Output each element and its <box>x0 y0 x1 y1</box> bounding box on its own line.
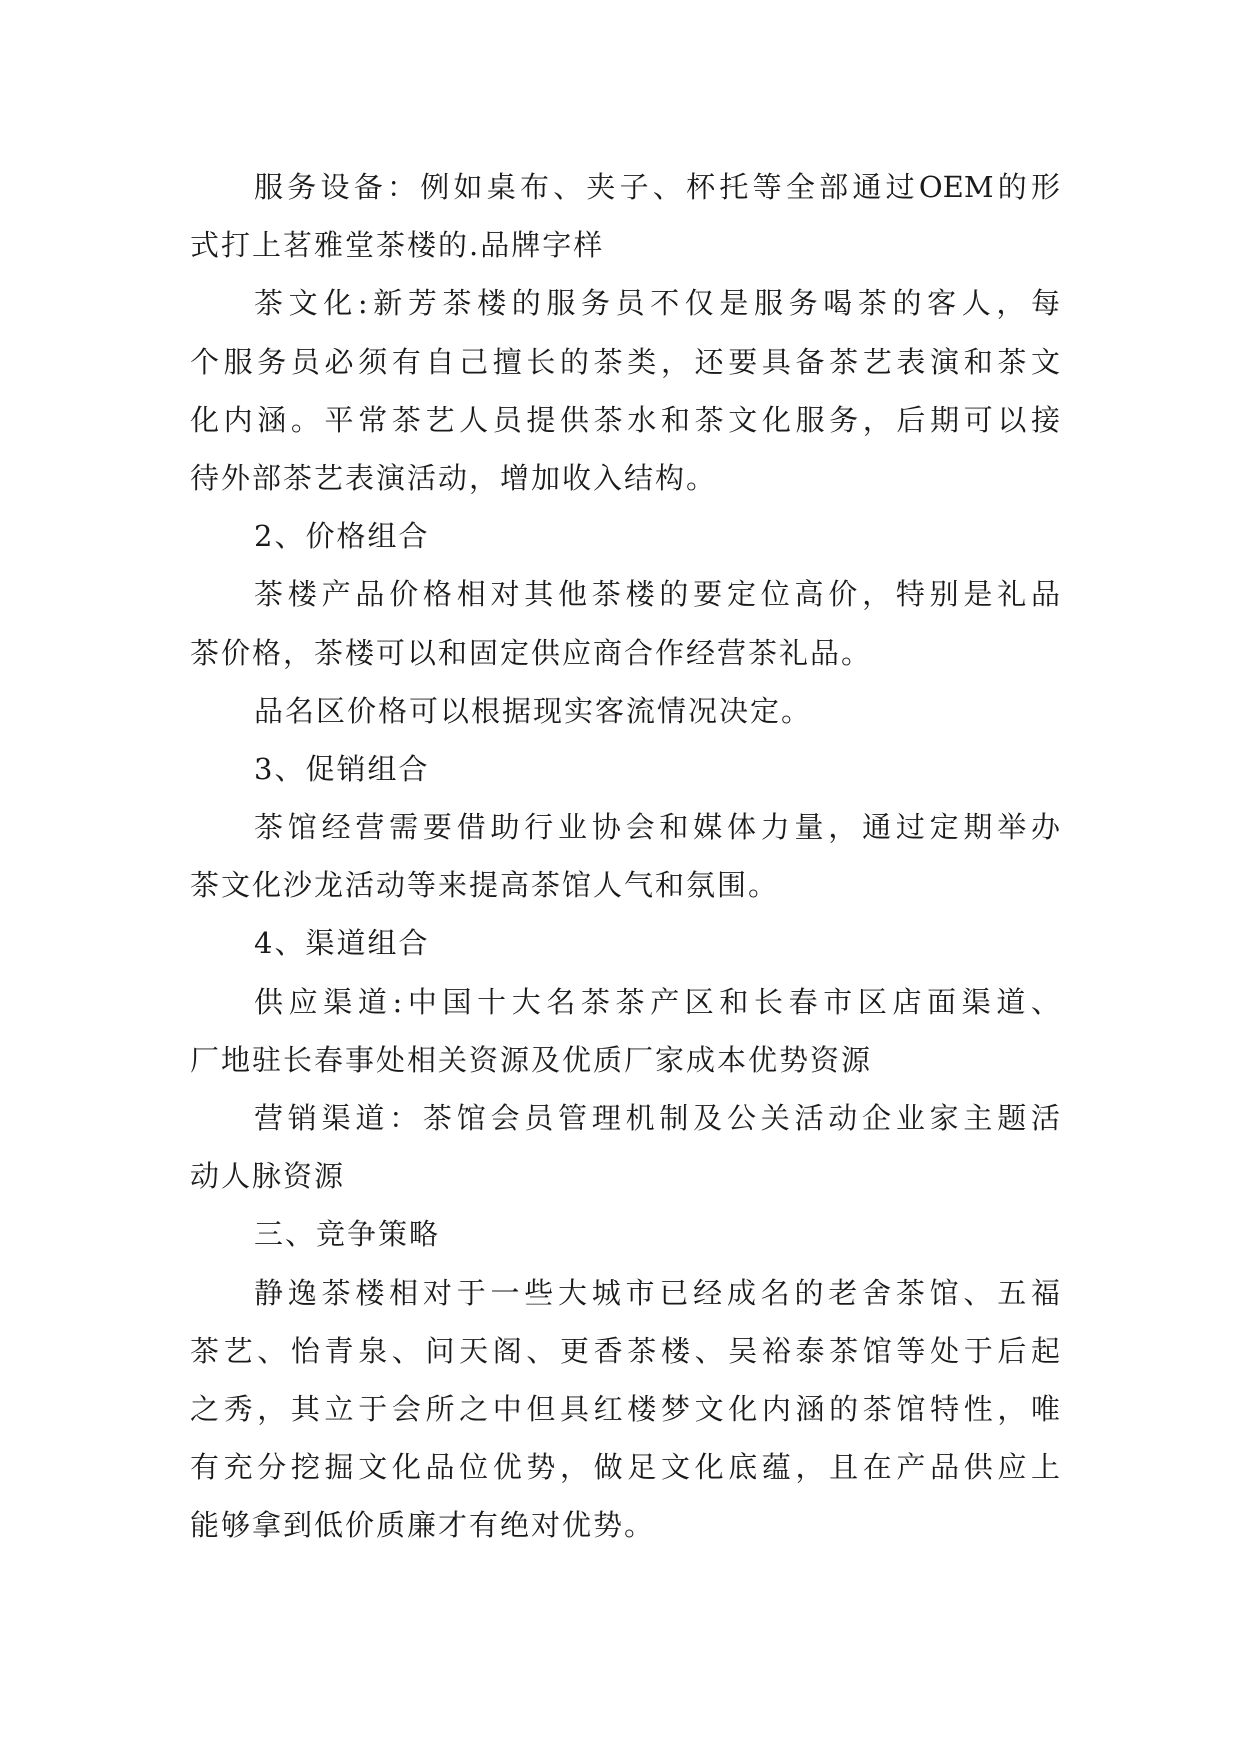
paragraph-service-equipment <box>190 158 1060 274</box>
section-heading: 4、渠道组合 <box>254 926 430 961</box>
paragraph-competition <box>190 1264 1060 1555</box>
text-line: 式打上茗雅堂茶楼的.品牌字样 <box>190 228 605 263</box>
paragraph-promotion <box>190 798 1060 914</box>
paragraph-tea-culture <box>190 274 1060 507</box>
text-line: 茶艺、怡青泉、问天阁、更香茶楼、吴裕泰茶馆等处于后起 <box>190 1333 1060 1368</box>
text-line: 茶价格，茶楼可以和固定供应商合作经营茶礼品。 <box>190 635 873 670</box>
paragraph-price-1 <box>190 565 1060 681</box>
text-line: 供应渠道:中国十大名茶茶产区和长春市区店面渠道、 <box>254 984 1060 1019</box>
section-heading: 3、促销组合 <box>254 751 430 786</box>
text-line: 茶文化:新芳茶楼的服务员不仅是服务喝茶的客人，每 <box>254 286 1060 321</box>
text-line: 待外部茶艺表演活动，增加收入结构。 <box>190 460 718 495</box>
text-line: 有充分挖掘文化品位优势，做足文化底蕴，且在产品供应上 <box>190 1450 1060 1485</box>
text-line: 茶馆经营需要借助行业协会和媒体力量，通过定期举办 <box>254 810 1060 845</box>
text-line: 厂地驻长春事处相关资源及优质厂家成本优势资源 <box>190 1042 873 1077</box>
text-line: 之秀，其立于会所之中但具红楼梦文化内涵的茶馆特性，唯 <box>190 1391 1060 1426</box>
text-line: 能够拿到低价质廉才有绝对优势。 <box>190 1508 656 1543</box>
section-heading-channel <box>190 914 1060 972</box>
text-line: 个服务员必须有自己擅长的茶类，还要具备茶艺表演和茶文 <box>190 344 1060 379</box>
text-line: 营销渠道：茶馆会员管理机制及公关活动企业家主题活 <box>254 1101 1060 1135</box>
section-heading-price <box>190 507 1060 565</box>
section-heading: 三、竞争策略 <box>254 1217 441 1252</box>
document-body <box>190 158 1060 1555</box>
paragraph-marketing-channel <box>190 1089 1060 1205</box>
text-line: 茶文化沙龙活动等来提高茶馆人气和氛围。 <box>190 868 780 903</box>
paragraph-price-2 <box>190 682 1060 740</box>
text-line: 服务设备：例如桌布、夹子、杯托等全部通过OEM的形 <box>254 170 1060 204</box>
paragraph-supply-channel <box>190 973 1060 1089</box>
text-line: 化内涵。平常茶艺人员提供茶水和茶文化服务，后期可以接 <box>190 402 1060 437</box>
section-heading-promotion <box>190 740 1060 798</box>
section-heading-competition <box>190 1205 1060 1263</box>
text-line: 静逸茶楼相对于一些大城市已经成名的老舍茶馆、五福 <box>254 1275 1060 1310</box>
text-line: 动人脉资源 <box>190 1159 346 1194</box>
text-line: 茶楼产品价格相对其他茶楼的要定位高价，特别是礼品 <box>254 577 1060 612</box>
section-heading: 2、价格组合 <box>254 519 430 554</box>
text-line: 品名区价格可以根据现实客流情况决定。 <box>254 693 813 728</box>
